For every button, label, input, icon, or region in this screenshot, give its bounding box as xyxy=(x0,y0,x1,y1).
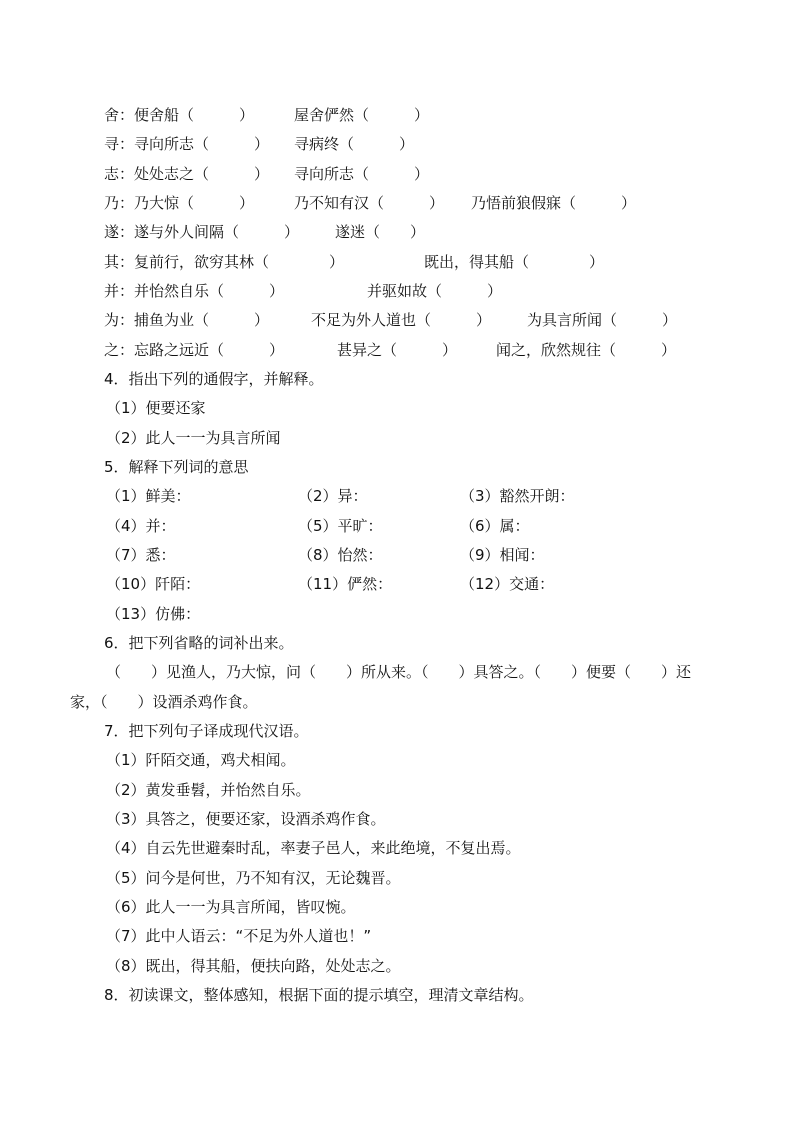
q5-title: 5．解释下列词的意思 xyxy=(104,458,249,476)
row-zhi-item-1: 志：处处志之（ ） xyxy=(104,165,270,183)
q5 xyxy=(0,456,249,478)
q8-title: 8．初读课文，整体感知，根据下面的提示填空，理清文章结构。 xyxy=(104,986,534,1004)
row-wei xyxy=(0,309,678,331)
q7-item: （3）具答之，便要还家，设酒杀鸡作食。 xyxy=(106,810,386,828)
q5-item: （10）阡陌： xyxy=(106,575,201,593)
q7-row-4 xyxy=(0,837,521,859)
q5-item: （7）悉： xyxy=(106,546,176,564)
q7-title: 7．把下列句子译成现代汉语。 xyxy=(104,722,309,740)
q7-row-2 xyxy=(0,779,311,801)
row-zhi2-item-1: 之：忘路之远近（ ） xyxy=(104,341,285,359)
q7-row-5 xyxy=(0,867,401,889)
q5-item: （5）平旷： xyxy=(298,517,383,535)
row-nai-item-1: 乃：乃大惊（ ） xyxy=(104,194,255,212)
q6-line-2: 家，（ ）设酒杀鸡作食。 xyxy=(70,693,258,711)
q8 xyxy=(0,984,534,1006)
row-she-item-2: 屋舍俨然（ ） xyxy=(294,106,430,124)
q7-row-6 xyxy=(0,896,356,918)
q5-item: （12）交通： xyxy=(460,575,555,593)
q5-row-5 xyxy=(0,603,201,625)
row-zhi2-item-2: 甚异之（ ） xyxy=(337,341,458,359)
row-qi-item-1: 其：复前行，欲穷其林（ ） xyxy=(104,253,345,271)
q7-item: （5）问今是何世，乃不知有汉，无论魏晋。 xyxy=(106,869,401,887)
row-qi-item-2: 既出，得其船（ ） xyxy=(424,253,605,271)
row-zhi xyxy=(0,163,430,185)
q5-item: （9）相闻： xyxy=(460,546,545,564)
row-sui-item-1: 遂：遂与外人间隔（ ） xyxy=(104,223,300,241)
row-xun xyxy=(0,133,415,155)
q5-item: （1）鲜美： xyxy=(106,487,191,505)
row-she xyxy=(0,104,430,126)
row-wei-item-2: 不足为外人道也（ ） xyxy=(311,311,492,329)
row-nai-item-3: 乃悟前狼假寐（ ） xyxy=(471,194,637,212)
row-qi xyxy=(0,251,605,273)
q5-item: （3）豁然开朗： xyxy=(460,487,575,505)
q6 xyxy=(0,632,294,654)
q7-row-8 xyxy=(0,955,401,977)
row-bing xyxy=(0,280,503,302)
q4-row-2 xyxy=(0,427,281,449)
q6-row-2 xyxy=(0,691,258,713)
row-xun-item-2: 寻病终（ ） xyxy=(294,135,415,153)
q4-title: 4．指出下列的通假字，并解释。 xyxy=(104,370,324,388)
q5-item: （13）仿佛： xyxy=(106,605,201,623)
q6-row-1 xyxy=(0,661,692,683)
q7-item: （2）黄发垂髫，并怡然自乐。 xyxy=(106,781,311,799)
q6-line-1: （ ）见渔人，乃大惊，问（ ）所从来。（ ）具答之。（ ）便要（ ）还 xyxy=(106,663,692,681)
q5-item: （4）并： xyxy=(106,517,176,535)
q6-title: 6．把下列省略的词补出来。 xyxy=(104,634,294,652)
q7-row-3 xyxy=(0,808,386,830)
row-zhi-item-2: 寻向所志（ ） xyxy=(294,165,430,183)
q4-item-2: （2）此人一一为具言所闻 xyxy=(106,429,281,447)
q5-item: （11）俨然： xyxy=(298,575,393,593)
q7-item: （8）既出，得其船，便扶向路，处处志之。 xyxy=(106,957,401,975)
row-bing-item-1: 并：并怡然自乐（ ） xyxy=(104,282,285,300)
row-nai-item-2: 乃不知有汉（ ） xyxy=(294,194,445,212)
row-she-item-1: 舍：便舍船（ ） xyxy=(104,106,255,124)
row-bing-item-2: 并驱如故（ ） xyxy=(367,282,503,300)
q5-item: （6）属： xyxy=(460,517,530,535)
q7-item: （4）自云先世避秦时乱，率妻子邑人，来此绝境，不复出焉。 xyxy=(106,839,521,857)
row-zhi2 xyxy=(0,339,677,361)
q5-row-3 xyxy=(0,544,545,566)
row-nai xyxy=(0,192,637,214)
q5-row-1 xyxy=(0,485,575,507)
row-zhi2-item-3: 闻之，欣然规往（ ） xyxy=(496,341,677,359)
q7-row-7 xyxy=(0,925,372,947)
q5-item: （2）异： xyxy=(298,487,368,505)
q4-row-1 xyxy=(0,397,206,419)
q7 xyxy=(0,720,309,742)
q4-item-1: （1）便要还家 xyxy=(106,399,206,417)
q7-item: （6）此人一一为具言所闻，皆叹惋。 xyxy=(106,898,356,916)
q7-item: （7）此中人语云：“不足为外人道也！” xyxy=(106,927,372,945)
row-xun-item-1: 寻：寻向所志（ ） xyxy=(104,135,270,153)
row-wei-item-1: 为：捕鱼为业（ ） xyxy=(104,311,270,329)
row-sui-item-2: 遂迷（ ） xyxy=(335,223,426,241)
q7-item: （1）阡陌交通，鸡犬相闻。 xyxy=(106,751,296,769)
row-sui xyxy=(0,221,426,243)
row-wei-item-3: 为具言所闻（ ） xyxy=(527,311,678,329)
q5-row-2 xyxy=(0,515,530,537)
q5-item: （8）怡然： xyxy=(298,546,383,564)
q7-row-1 xyxy=(0,749,296,771)
q5-row-4 xyxy=(0,573,555,595)
q4 xyxy=(0,368,324,390)
